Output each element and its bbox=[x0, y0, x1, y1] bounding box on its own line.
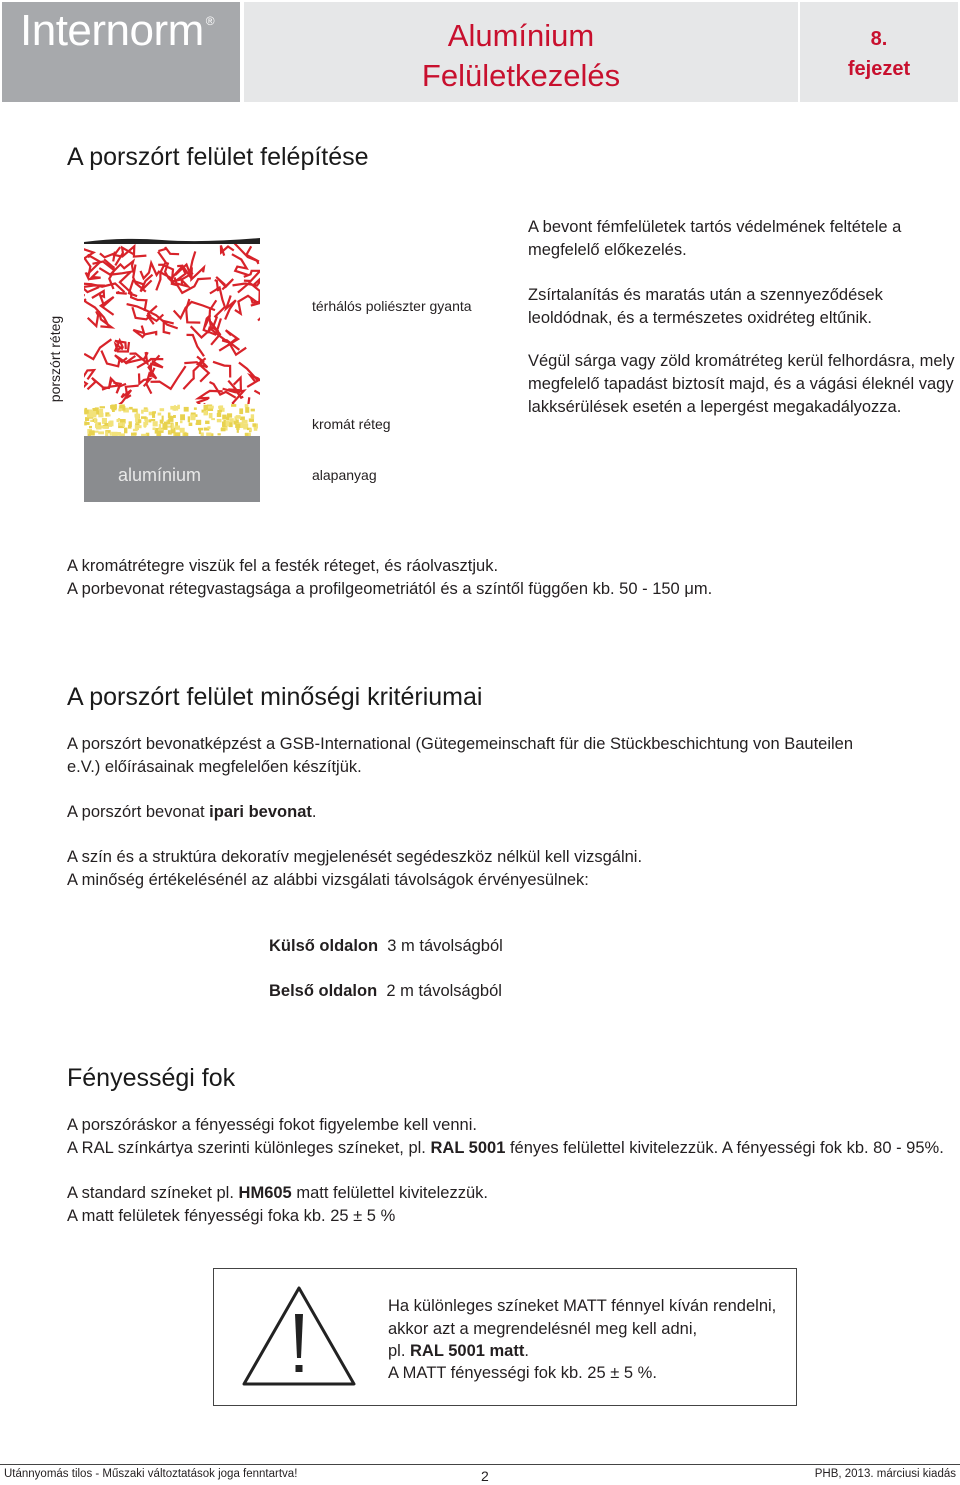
distance-exterior-label: Külső oldalon bbox=[269, 937, 379, 955]
distance-interior-label: Belső oldalon bbox=[269, 982, 378, 1000]
chromate-label: kromát réteg bbox=[312, 416, 391, 432]
footer-notice: Utánnyomás tilos - Műszaki változtatások joga fenntartva! bbox=[4, 1468, 298, 1480]
quality-para-3a: A szín és a struktúra dekoratív megjelenését segédeszköz nélkül kell vizsgálni. bbox=[67, 848, 643, 866]
warning-triangle-icon bbox=[240, 1284, 358, 1388]
warning-line-4: A MATT fényességi fok kb. 25 ± 5 %. bbox=[388, 1364, 657, 1382]
distance-exterior-value: 3 m távolságból bbox=[387, 937, 503, 955]
warning-line-3 bbox=[388, 1340, 788, 1363]
chapter-number: 8. bbox=[870, 28, 888, 50]
aluminium-label: alumínium bbox=[118, 465, 202, 485]
brand-logo bbox=[2, 2, 240, 102]
section-heading-structure: A porszórt felület felépítése bbox=[67, 143, 369, 171]
chapter-label: fejezet bbox=[847, 58, 911, 80]
page-number: 2 bbox=[481, 1468, 489, 1484]
gloss-line-2-suffix: fényes felülettel kivitelezzük. A fényességi fok kb. 80 - 95%. bbox=[505, 1139, 944, 1157]
footer-edition: PHB, 2013. márciusi kiadás bbox=[814, 1468, 956, 1480]
after-text-2: A porbevonat rétegvastagsága a profilgeometriától és a színtől függően kb. 50 - 150 μm. bbox=[67, 580, 713, 598]
brand-name: Internorm bbox=[20, 6, 204, 55]
section-heading-quality: A porszórt felület minőségi kritériumai bbox=[67, 683, 483, 711]
gloss-line-3 bbox=[67, 1182, 947, 1205]
chapter-box bbox=[800, 2, 958, 102]
warning-line-2: akkor azt a megrendelésnél meg kell adni, bbox=[388, 1320, 698, 1338]
gloss-line-2-bold: RAL 5001 bbox=[430, 1139, 506, 1157]
gloss-line-1: A porszóráskor a fényességi fokot figyelembe kell venni. bbox=[67, 1116, 477, 1134]
warning-line-3-suffix: . bbox=[524, 1342, 529, 1360]
gloss-line-3-bold: HM605 bbox=[238, 1184, 292, 1202]
base-material-label: alapanyag bbox=[312, 467, 377, 483]
after-text-1: A kromátrétegre viszük fel a festék réteget, és ráolvasztjuk. bbox=[67, 557, 499, 575]
title-line-1: Alumínium bbox=[447, 18, 595, 53]
paragraph-chromate: Végül sárga vagy zöld kromátréteg kerül felhordásra, mely megfelelő tapadást biztosít majd, és a vágási éleknél vagy lakksérülések esetén a lepergést megakadályozza. bbox=[528, 352, 955, 416]
quality-para-2-bold: ipari bevonat bbox=[209, 803, 312, 821]
gloss-line-3-prefix: A standard színeket pl. bbox=[67, 1184, 239, 1202]
gloss-line-3-suffix: matt felülettel kivitelezzük. bbox=[291, 1184, 488, 1202]
quality-para-3b: A minőség értékelésénél az alábbi vizsgálati távolságok érvényesülnek: bbox=[67, 871, 589, 889]
distance-interior bbox=[269, 980, 502, 1003]
footer-divider bbox=[0, 1464, 960, 1465]
layer-diagram bbox=[82, 234, 262, 502]
warning-line-1: Ha különleges színeket MATT fénnyel kíván rendelni, bbox=[388, 1297, 777, 1315]
warning-line-3-bold: RAL 5001 matt bbox=[410, 1342, 525, 1360]
quality-para-2-suffix: . bbox=[311, 803, 317, 821]
distance-interior-value: 2 m távolságból bbox=[386, 982, 502, 1000]
warning-line-3-prefix: pl. bbox=[388, 1342, 411, 1360]
chromate-layer bbox=[84, 404, 258, 439]
header-title bbox=[244, 2, 798, 102]
quality-para-2 bbox=[67, 801, 947, 824]
gloss-line-2-prefix: A RAL színkártya szerinti különleges színeket, pl. bbox=[67, 1139, 431, 1157]
side-label-coating: porszórt réteg bbox=[47, 315, 63, 403]
quality-para-2-prefix: A porszórt bevonat bbox=[67, 803, 210, 821]
gloss-line-4: A matt felületek fényességi foka kb. 25 ± 5 % bbox=[67, 1207, 396, 1225]
gloss-line-2 bbox=[67, 1137, 952, 1160]
side-label-wrap bbox=[45, 296, 65, 436]
title-line-2: Felületkezelés bbox=[421, 58, 621, 93]
distance-exterior bbox=[269, 935, 503, 958]
paragraph-pretreatment: A bevont fémfelületek tartós védelmének feltétele a megfelelő előkezelés. bbox=[528, 218, 902, 259]
registered-mark: ® bbox=[205, 14, 215, 28]
paragraph-degreasing: Zsírtalanítás és maratás után a szennyeződések leoldódnak, és a természetes oxidréteg eltűnik. bbox=[528, 286, 883, 327]
resin-label: térhálós poliészter gyanta bbox=[312, 298, 472, 314]
quality-para-1: A porszórt bevonatképzést a GSB-International (Gütegemeinschaft für die Stückbeschichtung von Bauteilen e.V.) előírásainak megfelelően készítjük. bbox=[67, 735, 854, 776]
section-heading-gloss: Fényességi fok bbox=[67, 1064, 236, 1092]
